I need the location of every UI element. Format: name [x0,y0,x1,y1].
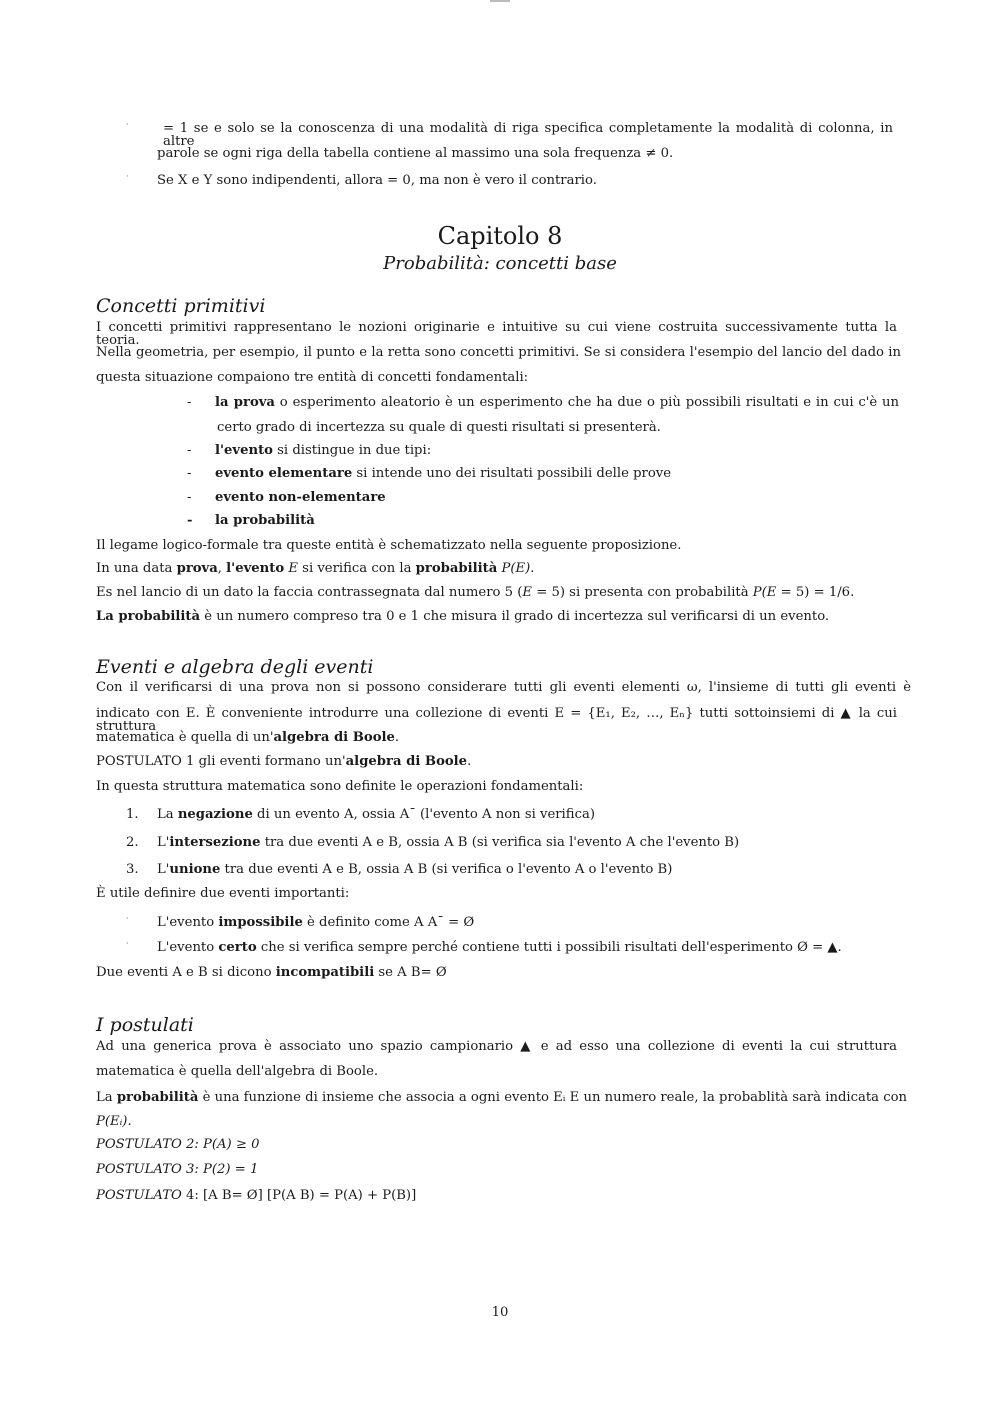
paragraph-line: Se X e Y sono indipendenti, allora = 0, ma non è vero il contrario. [157,173,597,188]
list-item [215,514,315,527]
chapter-title: Capitolo 8 [437,222,563,250]
term: evento elementare [215,466,353,481]
paragraph-line: Ad una generica prova è associato uno spazio campionario ▲ e ad esso una collezione di eventi la cui struttura [96,1039,897,1054]
paragraph-line: P(Eᵢ). [96,1114,132,1129]
list-item [215,467,671,480]
paragraph-line: Es nel lancio di un dato la faccia contrassegnata dal numero 5 (E = 5) si presenta con probabilità P(E = 5) = 1/6. [96,585,855,600]
list-number: 2. [126,835,139,850]
header-mark [490,0,510,2]
description: o esperimento aleatorio è un esperimento che ha due o più possibili risultati e in cui c'è un [274,395,899,410]
bullet-dot: · [126,172,129,181]
description: si intende uno dei risultati possibili delle prove [352,466,672,481]
paragraph-line: indicato con E. È conveniente introdurre una collezione di eventi E = {E₁, E₂, …, Eₙ} tutti sottoinsiemi di ▲ la cui struttura [96,706,897,735]
paragraph-line: In una data prova, l'evento E si verifica con la probabilità P(E). [96,561,535,576]
list-item: L'evento impossibile è definito come A A¯ = Ø [157,915,475,930]
term: l'evento [215,443,273,458]
paragraph-line: POSTULATO 1 gli eventi formano un'algebra di Boole. [96,754,472,769]
list-item [215,444,431,457]
term: la prova [215,395,275,410]
chapter-subtitle: Probabilità: concetti base [383,253,617,274]
list-item-continuation: certo grado di incertezza su quale di questi risultati si presenterà. [217,420,661,435]
list-marker: - [187,443,192,458]
postulate: POSTULATO 2: P(A) ≥ 0 [96,1137,260,1152]
paragraph-line: Nella geometria, per esempio, il punto e la retta sono concetti primitivi. Se si considera l'esempio del lancio del dado in [96,345,901,360]
paragraph-line: questa situazione compaiono tre entità di concetti fondamentali: [96,370,529,385]
bullet-dot: · [126,914,129,923]
bullet-dot: · [126,939,129,948]
list-item [215,396,899,409]
paragraph-line: matematica è quella dell'algebra di Boole. [96,1064,379,1079]
list-item: L'unione tra due eventi A e B, ossia A B (si verifica o l'evento A o l'evento B) [157,862,673,877]
description: si distingue in due tipi: [272,443,432,458]
list-item: La negazione di un evento A, ossia A¯ (l'evento A non si verifica) [157,807,595,822]
list-marker: - [187,490,192,505]
paragraph-line: Il legame logico-formale tra queste entità è schematizzato nella seguente proposizione. [96,538,682,553]
section-heading: Eventi e algebra degli eventi [96,656,374,678]
term: evento non-elementare [215,490,386,505]
paragraph-line: In questa struttura matematica sono definite le operazioni fondamentali: [96,779,584,794]
list-item: L'evento certo che si verifica sempre perché contiene tutti i possibili risultati dell'esperimento Ø = ▲. [157,940,842,955]
paragraph-line: matematica è quella di un'algebra di Boole. [96,730,400,745]
section-heading: I postulati [96,1014,194,1036]
paragraph-line: È utile definire due eventi importanti: [96,886,350,901]
list-marker: - [187,395,192,410]
paragraph-line: Due eventi A e B si dicono incompatibili se A B= Ø [96,965,447,980]
list-marker: - [187,466,192,481]
term: la probabilità [215,513,315,528]
bullet-dot: · [126,120,129,129]
list-marker: - [187,513,193,528]
list-number: 1. [126,807,139,822]
paragraph-line: La probabilità è una funzione di insieme che associa a ogni evento Eᵢ E un numero reale, la probablità sarà indicata con [96,1090,908,1105]
paragraph-line: Con il verificarsi di una prova non si possono considerare tutti gli eventi elementi ω, l'insieme di tutti gli eventi è [96,680,911,695]
postulate: POSTULATO 4: [A B= Ø] [P(A B) = P(A) + P(B)] [96,1188,417,1203]
list-item [215,491,386,504]
list-number: 3. [126,862,139,877]
list-item: L'intersezione tra due eventi A e B, ossia A B (si verifica sia l'evento A che l'evento B) [157,835,740,850]
paragraph-line: = 1 se e solo se la conoscenza di una modalità di riga specifica completamente la modalità di colonna, in altre [163,121,893,150]
section-heading: Concetti primitivi [96,295,266,317]
paragraph-line: La probabilità è un numero compreso tra 0 e 1 che misura il grado di incertezza sul verificarsi di un evento. [96,609,830,624]
paragraph-line: parole se ogni riga della tabella contiene al massimo una sola frequenza ≠ 0. [157,146,674,161]
paragraph-line: I concetti primitivi rappresentano le nozioni originarie e intuitive su cui viene costruita successivamente tutta la teoria. [96,320,897,349]
page-number: 10 [491,1305,509,1320]
postulate: POSTULATO 3: P(2) = 1 [96,1162,259,1177]
